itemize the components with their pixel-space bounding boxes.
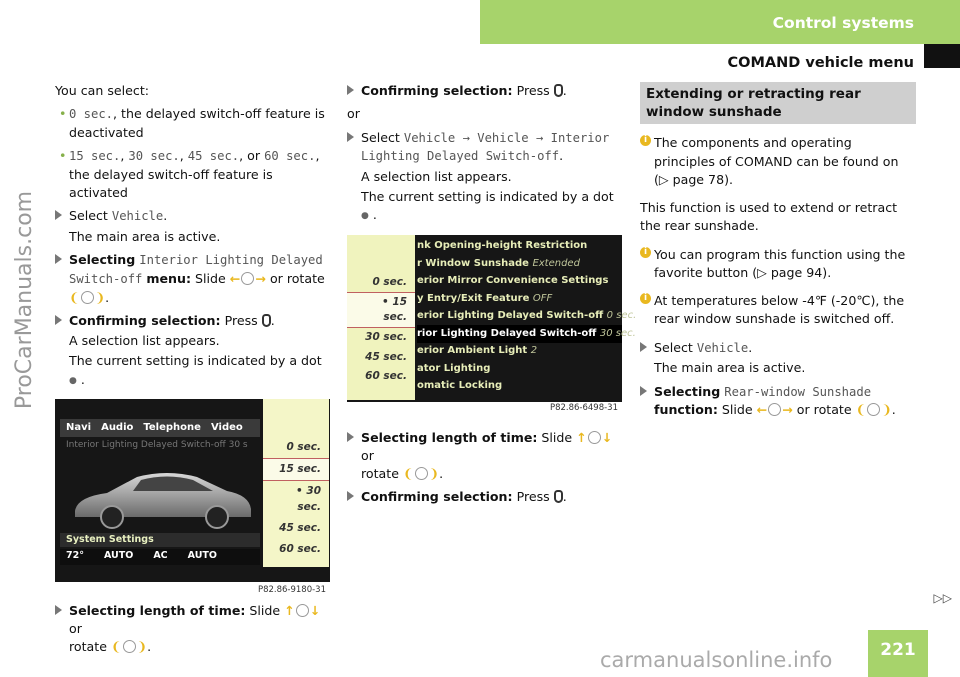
step-arrow-icon [640,342,647,352]
info-icon: i [640,135,651,146]
slide-up-down-icon: ↑ ↓ [284,602,321,618]
slide-left-right-icon: ← → [756,402,793,418]
instruction-step: Confirming selection: Press . A selection list appears. The current setting is indicated by a dot ● . [55,312,330,389]
section-heading: Extending or retracting rear window sunshade [640,82,916,124]
list-item: • 0 sec., the delayed switch-off feature is deactivated [59,106,325,140]
watermark-bottom: carmanualsonline.info [600,648,833,672]
instruction-step: Confirming selection: Press . [347,488,622,506]
header-tab-marker [924,44,960,68]
menu-item: erior Ambient Light 2 [417,345,538,357]
vehicle-menu-list [417,238,637,396]
rotate-control-icon: ❨ ❩ [69,289,106,305]
instruction-step: Selecting length of time: Slide ↑ ↓ or rotate ❨ ❩. [347,429,622,484]
bullet-icon: • [59,148,67,164]
instruction-step: Confirming selection: Press . [347,82,622,100]
step-arrow-icon [55,605,62,615]
continue-arrow-icon: ▷▷ [933,591,952,605]
instruction-step: Selecting Interior Lighting Delayed Switch-off menu: Slide ← → or rotate ❨ ❩. [55,251,330,307]
menu-item: erior Mirror Convenience Settings [417,275,609,287]
step-arrow-icon [347,432,354,442]
selection-list: 0 sec. • 15 sec. 30 sec. 45 sec. 60 sec. [347,235,415,400]
step-arrow-icon [347,85,354,95]
rotate-control-icon: ❨ ❩ [855,402,892,418]
column-2: Confirming selection: Press . or Select Vehicle → Vehicle → Interior Lighting Delayed Switch-off. A selection list appears. The current setting is indicated by a dot ● . 0 sec. • 15 sec. 30 sec. 45 sec. 60 sec. nk Opening-height Restriction r Window Sunshade Extended erior Mirror Convenience Settings y Entry/Exit Feature OFF erior Lighting Delayed Switch-off 0 sec. rior Lighting Delayed Switch-off 30 sec. erior Ambient Light 2 ator Lighting omatic Locking P82.86-6498-31 Selecting length of time: Slide ↑ ↓ or rotate ❨ ❩. Confirming selection: Press . [347,82,622,512]
bullet-icon: • [59,106,67,122]
comand-menu-image: 0 sec. • 15 sec. 30 sec. 45 sec. 60 sec. nk Opening-height Restriction r Window Sunshade Extended erior Mirror Convenience Settings y Entry/Exit Feature OFF erior Lighting Delayed Switch-off 0 sec. rior Lighting Delayed Switch-off 30 sec. erior Ambient Light 2 ator Lighting omatic Locking P82.86-6498-31 [347,235,622,413]
step-arrow-icon [55,254,62,264]
step-arrow-icon [640,386,647,396]
slide-up-down-icon: ↑ ↓ [576,429,613,445]
menu-item: erior Lighting Delayed Switch-off 0 sec. [417,310,637,322]
dot-icon: ● [69,375,77,386]
slide-left-right-icon: ← → [229,271,266,286]
rotate-control-icon: ❨ ❩ [110,639,148,655]
step-arrow-icon [55,315,62,325]
screen-climate-bar: 72° AUTO AC AUTO [60,549,260,565]
press-control-icon [554,84,563,97]
menu-item: omatic Locking [417,380,503,392]
comand-screen-image: Navi Audio Telephone Video Interior Lighting Delayed Switch-off 30 s System Settings 72° AUTO AC AUTO 0 sec. 15 sec. • 30 sec. 45 sec. 60 sec. P82.86-9180-31 [55,399,330,582]
menu-item: y Entry/Exit Feature OFF [417,292,553,304]
step-arrow-icon [347,491,354,501]
selection-list: 0 sec. 15 sec. • 30 sec. 45 sec. 60 sec. [263,399,329,567]
menu-item: rior Lighting Delayed Switch-off 30 sec. [417,325,622,343]
list-item: • 15 sec., 30 sec., 45 sec., or 60 sec., the delayed switch-off feature is activated [59,148,320,201]
instruction-step: Select Vehicle. The main area is active. [55,207,330,246]
instruction-step: Select Vehicle → Vehicle → Interior Lighting Delayed Switch-off. A selection list appears. The current setting is indicated by a dot ● . [347,129,622,225]
info-note: i The components and operating principles of COMAND can be found on (▷ page 78). [640,134,916,189]
rotate-control-icon: ❨ ❩ [402,466,440,482]
instruction-step: Selecting Rear-window Sunshade function: Slide ← → or rotate ❨ ❩. [640,383,916,420]
menu-item: r Window Sunshade Extended [417,257,580,269]
info-icon: i [640,293,651,304]
press-control-icon [262,314,271,327]
instruction-step: Select Vehicle. The main area is active. [640,339,916,378]
instruction-step: Selecting length of time: Slide ↑ ↓ or rotate ❨ ❩. [55,602,330,657]
column-1 [55,82,330,662]
intro-text: You can select: [55,83,149,98]
menu-item: ator Lighting [417,362,491,374]
column-3: Extending or retracting rear window sunshade i The components and operating principles of COMAND can be found on (▷ page 78). This function is used to extend or retract the rear sunshade. i You can program this function using the favorite button (▷ page 94). i At temperatures below -4℉ (-20℃), the rear window sunshade is switched off. Select Vehicle. The main area is active. Selecting Rear-window Sunshade function: Slide ← → or rotate ❨ ❩. [640,82,916,425]
section-title: Control systems [772,14,914,32]
header-bar [480,0,960,44]
menu-item: nk Opening-height Restriction [417,240,588,252]
info-note: i At temperatures below -4℉ (-20℃), the rear window sunshade is switched off. [640,292,916,329]
car-illustration-icon [67,463,257,531]
press-control-icon [554,490,563,503]
page-subtitle: COMAND vehicle menu [727,55,914,71]
dot-icon: ● [361,211,369,222]
page-number: 221 [868,630,928,677]
step-arrow-icon [55,210,62,220]
screen-nav-bar: Navi Audio Telephone Video [60,419,260,437]
info-icon: i [640,247,651,258]
watermark-left: ProCarManuals.com [12,190,38,410]
step-arrow-icon [347,132,354,142]
info-note: i You can program this function using the favorite button (▷ page 94). [640,246,916,283]
